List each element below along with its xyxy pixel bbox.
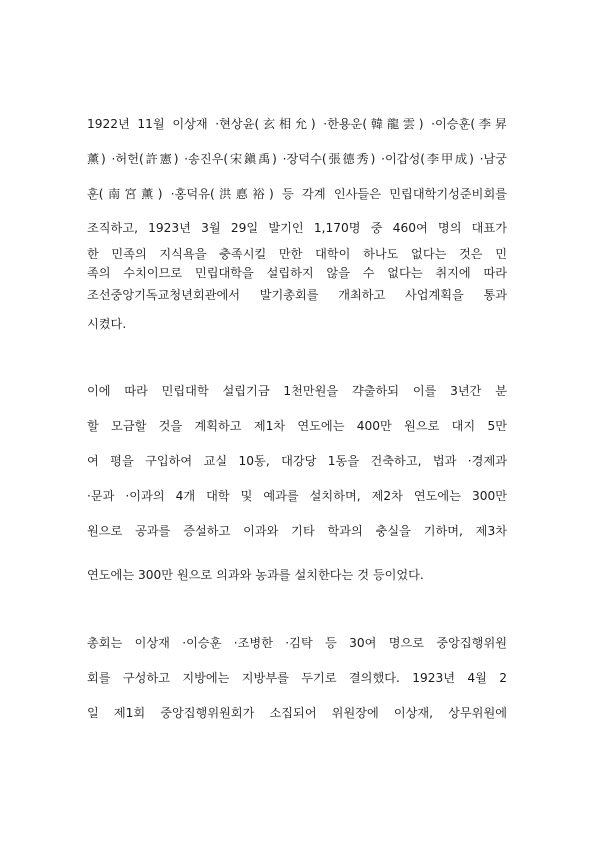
paragraph-1-line-6: 족의 수치이므로 민립대학을 설립하지 않을 수 없다는 취지에 따라	[87, 266, 507, 280]
paragraph-3-line-3: 일 제1회 중앙집행위원회가 소집되어 위원장에 이상재, 상무위원에	[87, 706, 507, 720]
paragraph-2-line-5: 원으로 공과를 증설하고 이과와 기타 학과의 충실을 기하며, 제3차	[87, 524, 507, 538]
paragraph-1-line-5: 한 민족의 지식욕을 충족시킬 만한 대학이 하나도 없다는 것은 민	[87, 247, 507, 261]
paragraph-1-line-4: 조직하고, 1923년 3월 29일 발기인 1,170명 중 460여 명의 대표가	[87, 221, 507, 235]
paragraph-1-line-3: 훈(南宮薰) ·홍덕유(洪悳裕) 등 각계 인사들은 민립대학기성준비회를	[87, 187, 507, 201]
paragraph-1-line-8: 시켰다.	[87, 317, 127, 331]
paragraph-3-line-2: 회를 구성하고 지방에는 지방부를 두기로 결의했다. 1923년 4월 2	[87, 671, 507, 685]
paragraph-2-line-4: ·문과 ·이과의 4개 대학 및 예과를 설치하며, 제2차 연도에는 300만	[87, 489, 507, 503]
paragraph-2-line-3: 여 평을 구입하여 교실 10동, 대강당 1동을 건축하고, 법과 ·경제과	[87, 454, 507, 468]
paragraph-1-line-2: 薰) ·허헌(許憲) ·송진우(宋鎭禹) ·장덕수(張德秀) ·이갑성(李甲成) ·남궁	[87, 152, 507, 166]
paragraph-2-line-2: 할 모금할 것을 계획하고 제1차 연도에는 400만 원으로 대지 5만	[87, 419, 507, 433]
paragraph-3-line-1: 총회는 이상재 ·이승훈 ·조병한 ·김탁 등 30여 명으로 중앙집행위원	[87, 636, 507, 650]
paragraph-2-line-6: 연도에는 300만 원으로 의과와 농과를 설치한다는 것 등이었다.	[87, 568, 424, 582]
paragraph-2-line-1: 이에 따라 민립대학 설립기금 1천만원을 갹출하되 이를 3년간 분	[87, 384, 507, 398]
paragraph-1-line-7: 조선중앙기독교청년회관에서 발기총회를 개최하고 사업계획을 통과	[87, 288, 507, 302]
paragraph-1-line-1: 1922년 11월 이상재 ·현상윤(玄相允) ·한용운(韓龍雲) ·이승훈(李昇	[87, 117, 507, 131]
